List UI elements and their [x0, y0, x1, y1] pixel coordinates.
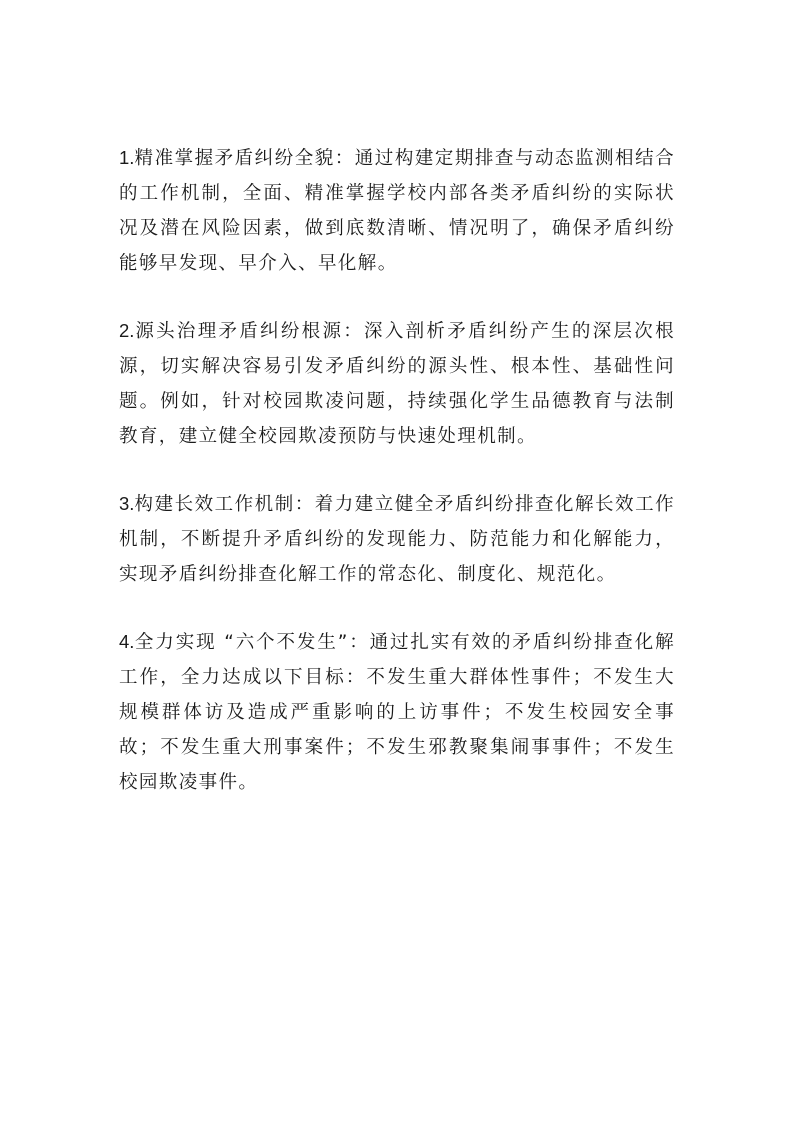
paragraph-2 [119, 313, 675, 454]
paragraph-3-number: 3. [119, 493, 135, 514]
document-body [119, 140, 675, 832]
paragraph-1 [119, 140, 675, 281]
paragraph-4-number: 4. [119, 631, 135, 652]
paragraph-1-text: 精准掌握矛盾纠纷全貌：通过构建定期排查与动态监测相结合的工作机制，全面、精准掌握学校内部各类矛盾纠纷的实际状况及潜在风险因素，做到底数清晰、情况明了，确保矛盾纠纷能够早发现、早介入、早化解。 [119, 148, 675, 274]
paragraph-2-text: 源头治理矛盾纠纷根源：深入剖析矛盾纠纷产生的深层次根源，切实解决容易引发矛盾纠纷的源头性、根本性、基础性问题。例如，针对校园欺凌问题，持续强化学生品德教育与法制教育，建立健全校园欺凌预防与快速处理机制。 [119, 321, 675, 447]
paragraph-3 [119, 486, 675, 592]
paragraph-4 [119, 624, 675, 800]
paragraph-3-text: 构建长效工作机制：着力建立健全矛盾纠纷排查化解长效工作机制，不断提升矛盾纠纷的发现能力、防范能力和化解能力，实现矛盾纠纷排查化解工作的常态化、制度化、规范化。 [119, 494, 675, 585]
paragraph-1-number: 1. [119, 147, 135, 168]
paragraph-4-text: 全力实现 “六个不发生”：通过扎实有效的矛盾纠纷排查化解工作，全力达成以下目标：不发生重大群体性事件；不发生大规模群体访及造成严重影响的上访事件；不发生校园安全事故；不发生重大刑事案件；不发生邪教聚集闹事事件；不发生校园欺凌事件。 [119, 632, 675, 793]
paragraph-2-number: 2. [119, 320, 135, 341]
